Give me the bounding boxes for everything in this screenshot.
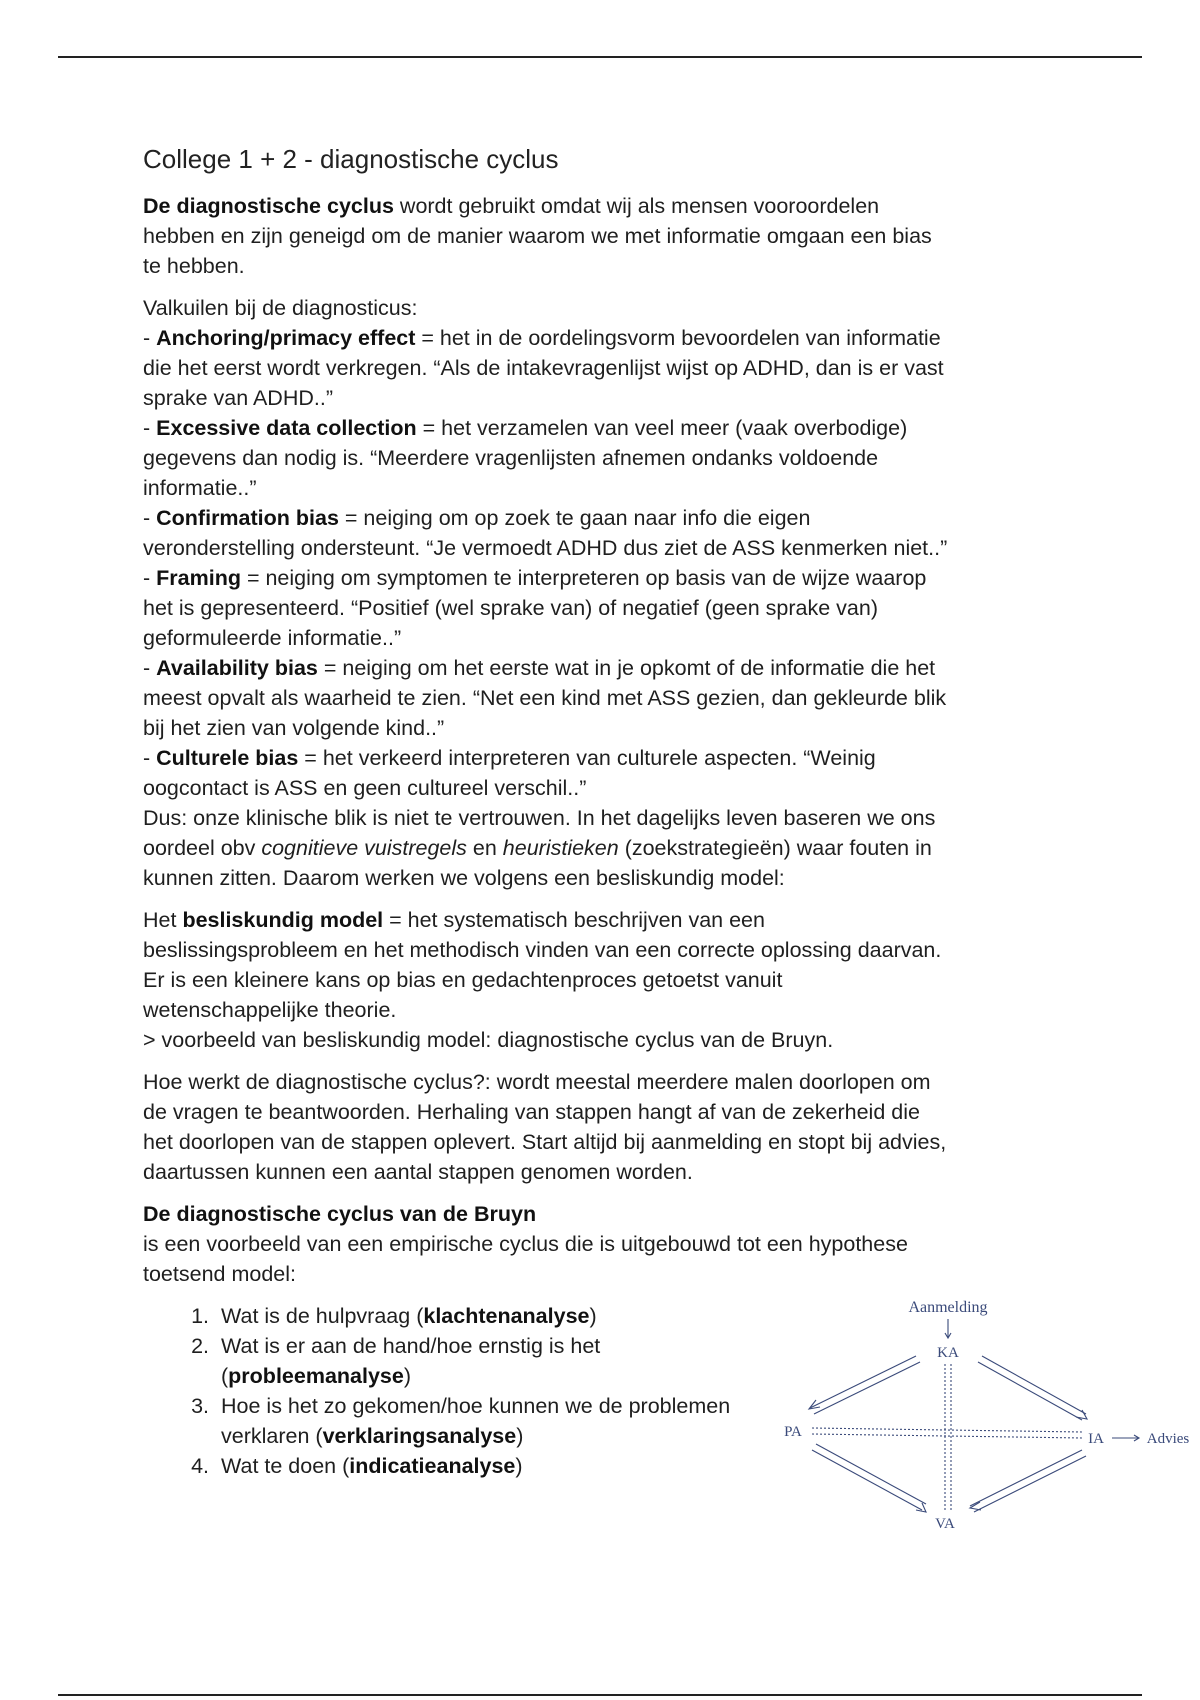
- intro-text: hebben en zijn geneigd om de manier waarom we met informatie omgaan een bias: [143, 224, 932, 248]
- model-text: wetenschappelijke theorie.: [143, 998, 397, 1022]
- intro-paragraph: [143, 191, 1063, 281]
- pitfall-text: oogcontact is ASS en geen cultureel verschil..”: [143, 776, 587, 800]
- pitfall-item: - Culturele bias = het verkeerd interpreteren van culturele aspecten. “Weinig oogcontact is ASS en geen cultureel verschil..”: [143, 743, 1063, 803]
- pitfall-text: geformuleerde informatie..”: [143, 626, 402, 650]
- edge-pa-va: [816, 1444, 926, 1504]
- pitfalls-section: [143, 293, 1063, 893]
- pitfall-item: - Confirmation bias = neiging om op zoek te gaan naar info die eigen veronderstelling ondersteunt. “Je vermoedt ADHD dus ziet de ASS kenmerken niet..”: [143, 503, 1063, 563]
- diagram-label-pa: PA: [784, 1424, 802, 1440]
- how-text: het doorlopen van de stappen oplevert. Start altijd bij aanmelding en stopt bij advies,: [143, 1130, 947, 1154]
- intro-text: wordt gebruikt omdat wij als mensen vooroordelen: [393, 194, 880, 218]
- pitfall-item: - Availability bias = neiging om het eerste wat in je opkomt of de informatie die het meest opvalt als waarheid te zien. “Net een kind met ASS gezien, dan gekleurde blik bij het zien van volgende kind..”: [143, 653, 1063, 743]
- edge-pa-va: [812, 1450, 922, 1510]
- bruyn-cycle-diagram: [760, 1290, 1190, 1540]
- pitfalls-conclusion: Dus: onze klinische blik is niet te vertrouwen. In het dagelijks leven baseren we ons oordeel obv cognitieve vuistregels en heuristieken (zoekstrategieën) waar fouten in kunnen zitten. Daarom werken we volgens een besliskundig model:: [143, 803, 1063, 893]
- steps-list: [143, 1301, 735, 1481]
- step-term: indicatieanalyse: [349, 1454, 516, 1478]
- pitfalls-heading: Valkuilen bij de diagnosticus:: [143, 296, 418, 320]
- bottom-rule: [58, 1694, 1142, 1696]
- pitfall-item: - Excessive data collection = het verzamelen van veel meer (vaak overbodige) gegevens dan nodig is. “Meerdere vragenlijsten afnemen ondanks voldoende informatie..”: [143, 413, 1063, 503]
- list-item: 3. Hoe is het zo gekomen/hoe kunnen we de problemen verklaren (verklaringsanalyse): [215, 1391, 735, 1451]
- edge-va-ia: [970, 1450, 1082, 1506]
- edge-ka-pa: [810, 1356, 916, 1408]
- how-text: daartussen kunnen een aantal stappen genomen worden.: [143, 1160, 693, 1184]
- list-item: 2. Wat is er aan de hand/hoe ernstig is het (probleemanalyse): [215, 1331, 735, 1391]
- pitfall-term: Anchoring/primacy effect: [156, 326, 416, 350]
- emphasis-term: cognitieve vuistregels: [261, 836, 467, 860]
- list-item: 1. Wat is de hulpvraag (klachtenanalyse): [215, 1301, 735, 1331]
- edge-va-ia: [974, 1456, 1086, 1512]
- pitfall-text: bij het zien van volgende kind..”: [143, 716, 445, 740]
- step-term: klachtenanalyse: [423, 1304, 590, 1328]
- edge-pa-ia: [812, 1428, 1082, 1432]
- diagram-label-aanmelding: Aanmelding: [908, 1299, 988, 1316]
- top-rule: [58, 56, 1142, 58]
- diagram-label-va: VA: [935, 1516, 955, 1532]
- edge-ka-pa: [814, 1362, 920, 1414]
- how-text: de vragen te beantwoorden. Herhaling van stappen hangt af van de zekerheid die: [143, 1100, 920, 1124]
- intro-text: te hebben.: [143, 254, 245, 278]
- pitfall-term: Excessive data collection: [156, 416, 417, 440]
- emphasis-term: heuristieken: [502, 836, 619, 860]
- model-term: besliskundig model: [182, 908, 384, 932]
- conclusion-text: kunnen zitten. Daarom werken we volgens een besliskundig model:: [143, 866, 785, 890]
- step-term: probleemanalyse: [228, 1364, 404, 1388]
- list-item: 4. Wat te doen (indicatieanalyse): [215, 1451, 735, 1481]
- bruyn-heading: De diagnostische cyclus van de Bruyn: [143, 1202, 537, 1226]
- diagram-label-ka: KA: [937, 1345, 959, 1361]
- pitfall-text: informatie..”: [143, 476, 257, 500]
- model-example: > voorbeeld van besliskundig model: diagnostische cyclus van de Bruyn.: [143, 1028, 834, 1052]
- pitfall-text: het is gepresenteerd. “Positief (wel sprake van) of negatief (geen sprake van): [143, 596, 878, 620]
- how-paragraph: [143, 1067, 1063, 1187]
- edge-ka-ia: [982, 1356, 1086, 1414]
- page-title: College 1 + 2 - diagnostische cyclus: [143, 144, 559, 174]
- pitfall-term: Confirmation bias: [156, 506, 339, 530]
- how-text: Hoe werkt de diagnostische cyclus?: wordt meestal meerdere malen doorlopen om: [143, 1070, 931, 1094]
- step-term: verklaringsanalyse: [322, 1424, 517, 1448]
- model-text: Er is een kleinere kans op bias en gedachtenproces getoetst vanuit: [143, 968, 783, 992]
- pitfall-text: meest opvalt als waarheid te zien. “Net een kind met ASS gezien, dan gekleurde blik: [143, 686, 947, 710]
- edge-ka-ia: [978, 1362, 1082, 1420]
- pitfall-term: Framing: [156, 566, 241, 590]
- pitfall-term: Culturele bias: [156, 746, 299, 770]
- diagram-label-advies: Advies: [1146, 1431, 1190, 1447]
- intro-term: De diagnostische cyclus: [143, 194, 394, 218]
- bruyn-text: is een voorbeeld van een empirische cyclus die is uitgebouwd tot een hypothese: [143, 1232, 908, 1256]
- bruyn-text: toetsend model:: [143, 1262, 296, 1286]
- diagram-label-ia: IA: [1088, 1431, 1104, 1447]
- pitfall-text: gegevens dan nodig is. “Meerdere vragenlijsten afnemen ondanks voldoende: [143, 446, 879, 470]
- model-text: beslissingsprobleem en het methodisch vinden van een correcte oplossing daarvan.: [143, 938, 942, 962]
- conclusion-text: Dus: onze klinische blik is niet te vertrouwen. In het dagelijks leven baseren we ons: [143, 806, 936, 830]
- model-paragraph: Het besliskundig model = het systematisch beschrijven van een beslissingsprobleem en het methodisch vinden van een correcte oplossing daarvan. Er is een kleinere kans op bias en gedachtenproces getoetst vanuit wetenschappelijke theorie. > voorbeeld van besliskundig model: diagnostische cyclus van de Bruyn.: [143, 905, 1063, 1055]
- document-body: [143, 141, 1063, 1481]
- pitfall-text: veronderstelling ondersteunt. “Je vermoedt ADHD dus ziet de ASS kenmerken niet..”: [143, 536, 948, 560]
- pitfall-item: - Framing = neiging om symptomen te interpreteren op basis van de wijze waarop het is gepresenteerd. “Positief (wel sprake van) of negatief (geen sprake van) geformuleerde informatie..”: [143, 563, 1063, 653]
- pitfall-text: die het eerst wordt verkregen. “Als de intakevragenlijst wijst op ADHD, dan is er vast: [143, 356, 944, 380]
- pitfall-term: Availability bias: [156, 656, 318, 680]
- pitfall-item: - Anchoring/primacy effect = het in de oordelingsvorm bevoordelen van informatie die het eerst wordt verkregen. “Als de intakevragenlijst wijst op ADHD, dan is er vast sprake van ADHD..”: [143, 323, 1063, 413]
- pitfall-text: sprake van ADHD..”: [143, 386, 333, 410]
- edge-pa-ia: [812, 1434, 1082, 1438]
